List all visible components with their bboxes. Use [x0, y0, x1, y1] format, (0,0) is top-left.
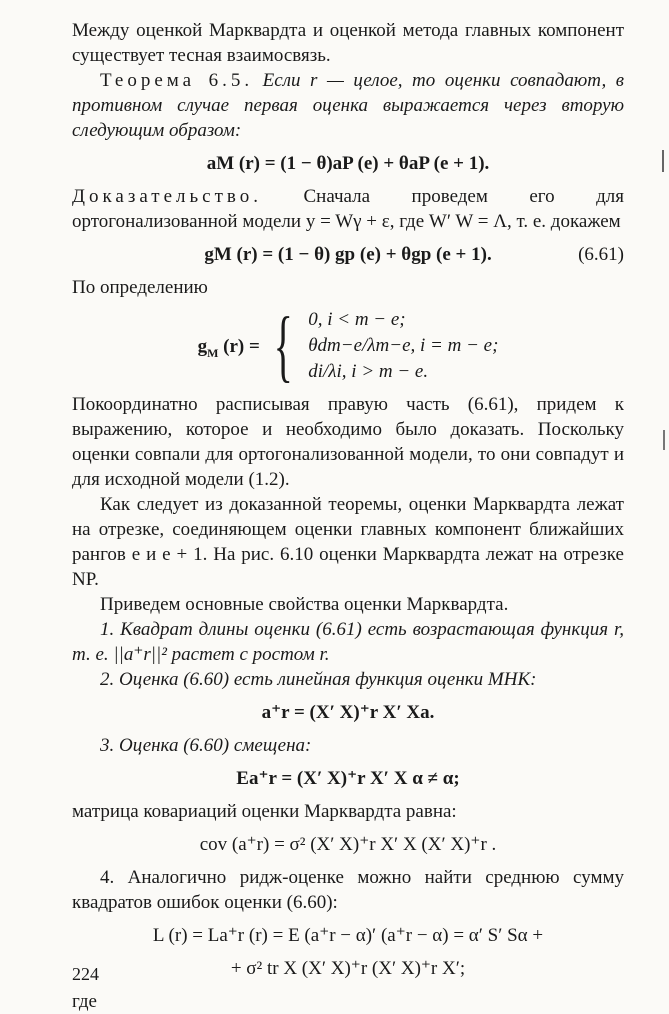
equation-number: (6.61)	[578, 244, 624, 265]
proof-text: Сначала проведем его для ортогонализованной модели y = Wγ + ε, где W′ W = Λ, т. е. докажем	[72, 186, 624, 232]
cases-lines	[308, 307, 498, 385]
paragraph-covariance: матрица ковариаций оценки Марквардта равна:	[72, 801, 457, 822]
equation-5: cov (a⁺r) = σ² (X′ X)⁺r X′ X (X′ X)⁺r .	[199, 834, 497, 855]
equation-6: L (r) = La⁺r (r) = E (a⁺r − α)′ (a⁺r − α) = α′ S′ Sα +	[152, 925, 544, 946]
paragraph-properties: Приведем основные свойства оценки Марквардта.	[100, 594, 509, 615]
paragraph-coordinate: Покоординатно расписывая правую часть (6.61), придем к выражению, которое и необходимо было доказать. Поскольку оценки совпали для ортогонализованной модели, то они совпадут и для исходной модели (1.2).	[72, 394, 624, 490]
theorem	[72, 68, 624, 143]
equation-7: + σ² tr X (X′ X)⁺r (X′ X)⁺r X′;	[230, 958, 466, 979]
case-line-1: 0, i < m − e;	[308, 309, 406, 330]
piecewise-definition	[72, 302, 624, 390]
equation-6-61	[72, 242, 624, 267]
cases-lhs: $g_M$ (r) =	[197, 335, 260, 360]
margin-mark	[663, 430, 665, 450]
paragraph-where: где	[72, 991, 97, 1012]
equation-1: aM (r) = (1 − θ)aP (e) + θaP (e + 1).	[206, 153, 490, 174]
paragraph-intro: Между оценкой Марквардта и оценкой метода главных компонент существует тесная взаимосвязь.	[72, 20, 624, 66]
property-2: 2. Оценка (6.60) есть линейная функция оценки МНК:	[100, 669, 537, 690]
page-body	[72, 18, 624, 1014]
margin-mark	[662, 150, 664, 172]
theorem-label: Теорема 6.5.	[100, 70, 254, 91]
case-line-3: di/λi, i > m − e.	[308, 361, 429, 382]
proof-label: Доказательство.	[72, 186, 262, 207]
paragraph-definition: По определению	[72, 277, 208, 298]
equation-4: Ea⁺r = (X′ X)⁺r X′ X α ≠ α;	[236, 768, 460, 789]
property-4: 4. Аналогично ридж-оценке можно найти среднюю сумму квадратов ошибок оценки (6.60):	[72, 867, 624, 913]
property-1: 1. Квадрат длины оценки (6.61) есть возрастающая функция r, т. е. ||a⁺r||² растет с ростом r.	[72, 619, 624, 665]
page-number: 224	[72, 964, 99, 984]
theorem-text: Если r — целое, то оценки совпадают, в противном случае первая оценка выражается через вторую следующим образом:	[72, 70, 625, 141]
paragraph-follow: Как следует из доказанной теоремы, оценки Марквардта лежат на отрезке, соединяющем оценки главных компонент ближайших рангов e и e + 1. На рис. 6.10 оценки Марквардта лежат на отрезке NP.	[72, 494, 624, 590]
case-line-2: θdm−e/λm−e, i = m − e;	[308, 335, 499, 356]
property-3: 3. Оценка (6.60) смещена:	[100, 735, 312, 756]
equation-3: a⁺r = (X′ X)⁺r X′ Xa.	[261, 702, 435, 723]
equation-2: gM (r) = (1 − θ) gp (e) + θgp (e + 1).	[204, 244, 492, 265]
brace-icon: {	[273, 302, 293, 390]
proof	[72, 184, 624, 234]
